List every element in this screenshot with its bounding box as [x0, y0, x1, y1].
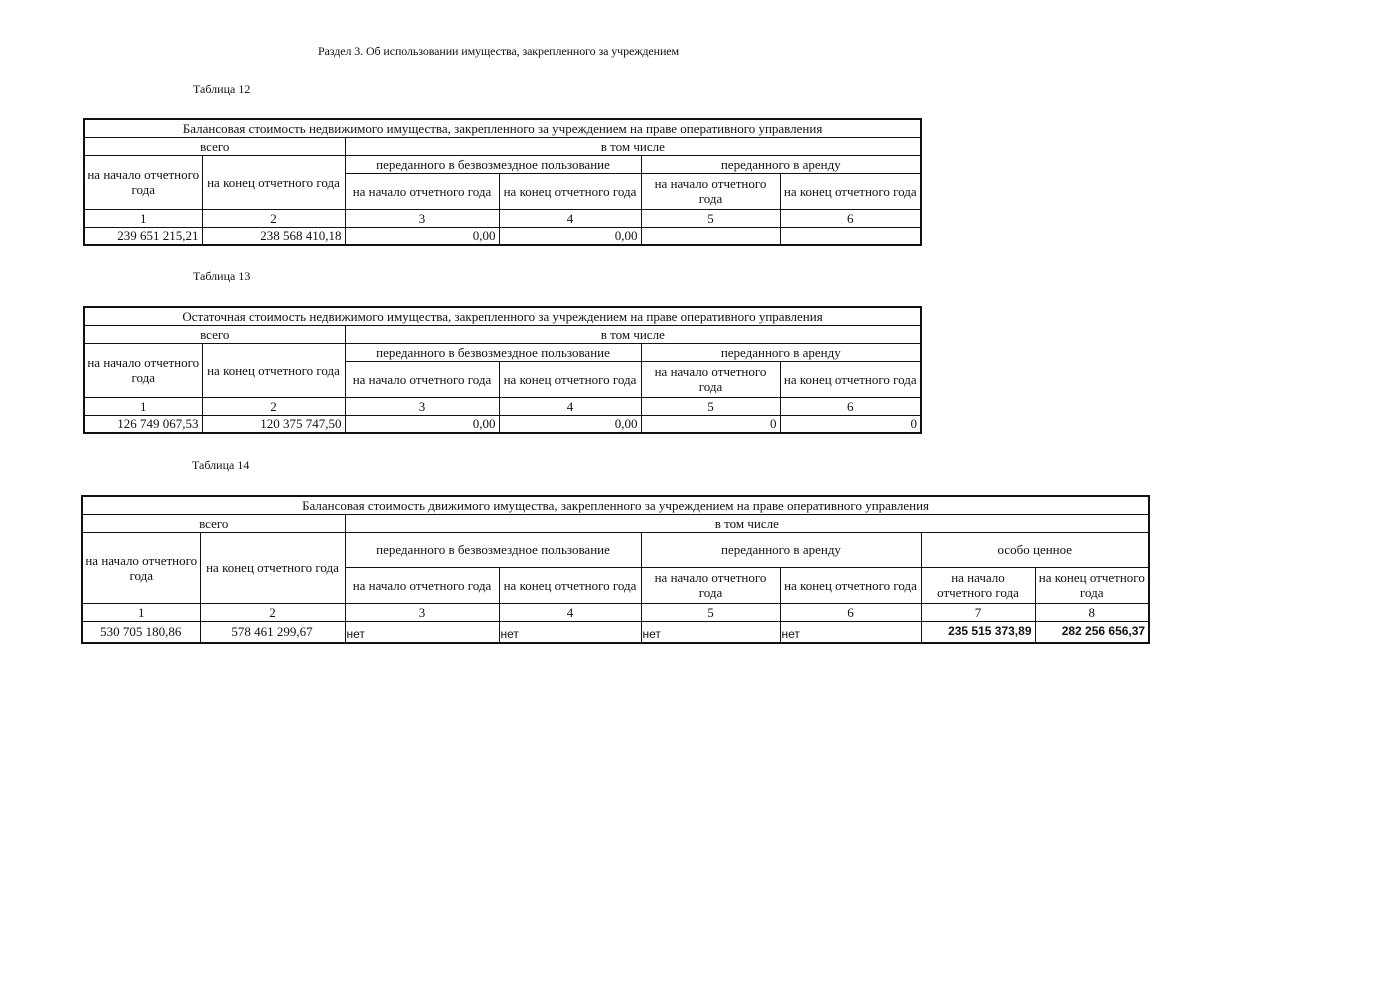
group-rent-header: переданного в аренду	[641, 532, 921, 567]
value-cell: 120 375 747,50	[202, 415, 345, 433]
col-number: 2	[202, 209, 345, 227]
value-cell: 578 461 299,67	[200, 621, 345, 643]
value-cell: 530 705 180,86	[82, 621, 200, 643]
value-cell: 126 749 067,53	[84, 415, 202, 433]
group-total-header: всего	[84, 137, 345, 155]
col-valuable-start-header: на начало отчетного года	[921, 567, 1035, 603]
group-rent-header: переданного в аренду	[641, 155, 921, 173]
value-cell: 0,00	[345, 415, 499, 433]
col-number: 1	[84, 209, 202, 227]
col-number: 8	[1035, 603, 1149, 621]
table-12	[83, 118, 922, 246]
col-rent-start-header: на начало отчетного года	[641, 361, 780, 397]
col-number: 6	[780, 603, 921, 621]
col-end-header: на конец отчетного года	[202, 343, 345, 397]
col-number: 3	[345, 209, 499, 227]
group-free-use-header: переданного в безвозмездное пользование	[345, 343, 641, 361]
table-title: Балансовая стоимость недвижимого имущества, закрепленного за учреждением на праве оперативного управления	[84, 119, 921, 137]
col-free-start-header: на начало отчетного года	[345, 173, 499, 209]
col-free-start-header: на начало отчетного года	[345, 361, 499, 397]
col-number: 6	[780, 209, 921, 227]
col-number: 3	[345, 397, 499, 415]
value-cell: нет	[499, 621, 641, 643]
col-free-end-header: на конец отчетного года	[499, 567, 641, 603]
col-free-start-header: на начало отчетного года	[345, 567, 499, 603]
col-number: 5	[641, 603, 780, 621]
col-number: 5	[641, 397, 780, 415]
value-cell: 282 256 656,37	[1035, 621, 1149, 643]
col-number: 3	[345, 603, 499, 621]
value-cell: 235 515 373,89	[921, 621, 1035, 643]
value-cell: 0,00	[499, 227, 641, 245]
group-free-use-header: переданного в безвозмездное пользование	[345, 532, 641, 567]
col-number: 2	[202, 397, 345, 415]
col-rent-start-header: на начало отчетного года	[641, 173, 780, 209]
group-rent-header: переданного в аренду	[641, 343, 921, 361]
value-cell: нет	[345, 621, 499, 643]
col-number: 4	[499, 397, 641, 415]
group-including-header: в том числе	[345, 325, 921, 343]
table-title: Балансовая стоимость движимого имущества, закрепленного за учреждением на праве оперативного управления	[82, 496, 1149, 514]
col-start-header: на начало отчетного года	[84, 343, 202, 397]
value-cell: 0	[641, 415, 780, 433]
value-cell: 239 651 215,21	[84, 227, 202, 245]
value-cell: 0	[780, 415, 921, 433]
value-cell: 0,00	[499, 415, 641, 433]
col-valuable-end-header: на конец отчетного года	[1035, 567, 1149, 603]
group-total-header: всего	[84, 325, 345, 343]
col-end-header: на конец отчетного года	[202, 155, 345, 209]
col-number: 1	[84, 397, 202, 415]
value-cell	[780, 227, 921, 245]
col-start-header: на начало отчетного года	[82, 532, 200, 603]
col-number: 5	[641, 209, 780, 227]
col-number: 4	[499, 603, 641, 621]
col-free-end-header: на конец отчетного года	[499, 361, 641, 397]
col-number: 1	[82, 603, 200, 621]
table-12-caption: Таблица 12	[193, 82, 251, 96]
group-free-use-header: переданного в безвозмездное пользование	[345, 155, 641, 173]
col-end-header: на конец отчетного года	[200, 532, 345, 603]
col-number: 4	[499, 209, 641, 227]
table-14	[81, 495, 1150, 644]
table-13	[83, 306, 922, 434]
col-free-end-header: на конец отчетного года	[499, 173, 641, 209]
table-title: Остаточная стоимость недвижимого имущества, закрепленного за учреждением на праве оперативного управления	[84, 307, 921, 325]
value-cell	[641, 227, 780, 245]
group-including-header: в том числе	[345, 137, 921, 155]
table-13-caption: Таблица 13	[193, 269, 251, 283]
col-rent-start-header: на начало отчетного года	[641, 567, 780, 603]
col-rent-end-header: на конец отчетного года	[780, 567, 921, 603]
col-number: 7	[921, 603, 1035, 621]
col-number: 2	[200, 603, 345, 621]
group-total-header: всего	[82, 514, 345, 532]
group-valuable-header: особо ценное	[921, 532, 1149, 567]
page-heading: Раздел 3. Об использовании имущества, закрепленного за учреждением	[318, 44, 679, 58]
col-start-header: на начало отчетного года	[84, 155, 202, 209]
value-cell: 0,00	[345, 227, 499, 245]
value-cell: нет	[641, 621, 780, 643]
value-cell: нет	[780, 621, 921, 643]
col-rent-end-header: на конец отчетного года	[780, 361, 921, 397]
value-cell: 238 568 410,18	[202, 227, 345, 245]
group-including-header: в том числе	[345, 514, 1149, 532]
col-rent-end-header: на конец отчетного года	[780, 173, 921, 209]
col-number: 6	[780, 397, 921, 415]
table-14-caption: Таблица 14	[192, 458, 250, 472]
